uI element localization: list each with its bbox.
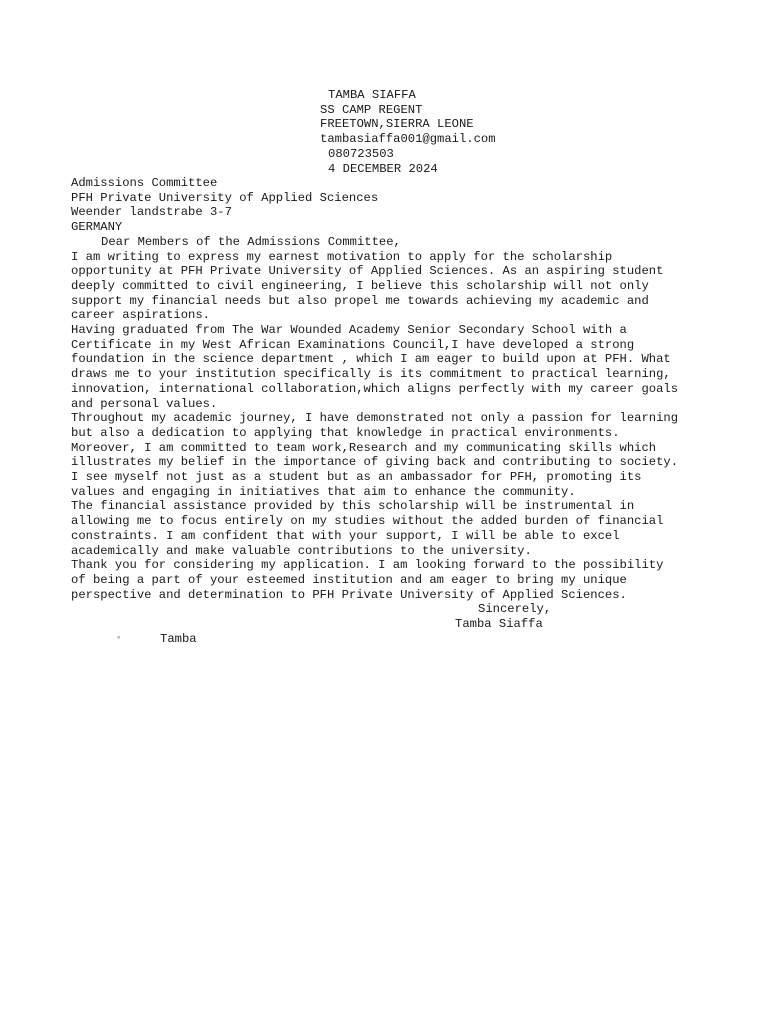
body-line: allowing me to focus entirely on my studies without the added burden of financial bbox=[71, 514, 664, 529]
sender-email: tambasiaffa001@gmail.com bbox=[320, 132, 496, 147]
recipient-line: PFH Private University of Applied Sciences bbox=[71, 190, 379, 205]
body-line: foundation in the science department , which I am eager to build upon at PFH. What bbox=[71, 352, 671, 367]
signature-list-item: Tamba bbox=[160, 631, 197, 646]
body-line: opportunity at PFH Private University of Applied Sciences. As an aspiring student bbox=[71, 264, 664, 279]
body-line: values and engaging in initiatives that aim to enhance the community. bbox=[71, 484, 576, 499]
sender-phone: 080723503 bbox=[328, 146, 394, 161]
body-line: Throughout my academic journey, I have demonstrated not only a passion for learning bbox=[71, 411, 679, 426]
body-line: Having graduated from The War Wounded Academy Senior Secondary School with a bbox=[71, 323, 627, 337]
body-line: illustrates my belief in the importance of giving back and contributing to society. bbox=[71, 455, 679, 470]
recipient-line: Admissions Committee bbox=[71, 176, 218, 190]
body-line: I see myself not just as a student but as an ambassador for PFH, promoting its bbox=[71, 470, 642, 484]
salutation: Dear Members of the Admissions Committee, bbox=[101, 234, 401, 249]
body-line: I am writing to express my earnest motivation to apply for the scholarship bbox=[71, 249, 613, 264]
body-line: but also a dedication to applying that knowledge in practical environments. bbox=[71, 425, 620, 440]
sender-name: TAMBA SIAFFA bbox=[328, 88, 416, 102]
recipient-line: Weender landstrabe 3-7 bbox=[71, 205, 232, 220]
body-line: Certificate in my West African Examinations Council,I have developed a strong bbox=[71, 337, 635, 352]
recipient-line: GERMANY bbox=[71, 220, 123, 235]
list-bullet-icon: ◦ bbox=[116, 633, 122, 643]
body-line: Thank you for considering my application. I am looking forward to the possibility bbox=[71, 558, 664, 573]
closing: Sincerely, bbox=[478, 602, 552, 617]
body-line: academically and make valuable contributions to the university. bbox=[71, 543, 532, 558]
body-line: perspective and determination to PFH Private University of Applied Sciences. bbox=[71, 587, 627, 602]
body-line: of being a part of your esteemed institution and am eager to bring my unique bbox=[71, 572, 627, 587]
body-line: The financial assistance provided by this scholarship will be instrumental in bbox=[71, 499, 635, 514]
body-line: Moreover, I am committed to team work,Research and my communicating skills which bbox=[71, 440, 657, 455]
sender-address-line2: FREETOWN,SIERRA LEONE bbox=[320, 117, 474, 132]
body-line: career aspirations. bbox=[71, 308, 210, 323]
body-line: draws me to your institution specifically is its commitment to practical learning, bbox=[71, 367, 671, 382]
letter-date: 4 DECEMBER 2024 bbox=[328, 161, 438, 176]
body-line: support my financial needs but also propel me towards achieving my academic and bbox=[71, 293, 649, 308]
body-line: and personal values. bbox=[71, 396, 218, 411]
body-line: deeply committed to civil engineering, I believe this scholarship will not only bbox=[71, 278, 649, 293]
signature-name: Tamba Siaffa bbox=[455, 617, 543, 631]
body-line: constraints. I am confident that with your support, I will be able to excel bbox=[71, 528, 620, 543]
sender-address-line1: SS CAMP REGENT bbox=[320, 102, 423, 117]
body-line: innovation, international collaboration,which aligns perfectly with my career goals bbox=[71, 381, 679, 396]
